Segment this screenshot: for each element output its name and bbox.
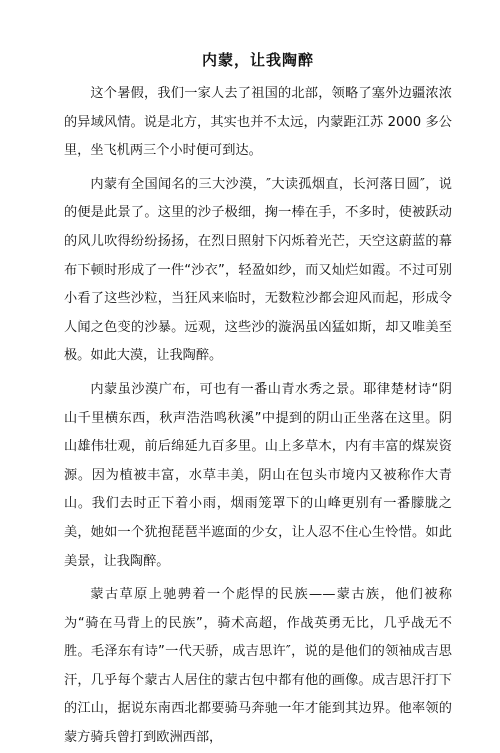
paragraph-mongol-people: 蒙古草原上驰骋着一个彪悍的民族——蒙古族，他们被称为“骑在马背上的民族”，骑术高超，作战英勇无比，几乎战无不胜。毛泽东有诗”一代天骄，成吉思许″，说的是他们的领袖成吉思汗，几乎每个蒙古人居住的蒙古包中都有他的画像。成吉思汗打下的江山，据说东南西北都要骑马奔驰一年才能到其边界。他率领的蒙方骑兵曾打到欧洲西部， <box>64 587 452 746</box>
paragraph-yinshan-mountain: 内蒙虽沙漠广布，可也有一番山青水秀之景。耶律楚材诗“阴山千里横东西，秋声浩浩鸣秋溪”中提到的阴山正坐落在这里。阴山雄伟壮观，前后绵延九百多里。山上多草木，内有丰富的煤炭资源。因为植被丰富，水草丰美，阴山在包头市境内又被称作大青山。我们去时正下着小雨，烟雨笼罩下的山峰更别有一番朦胧之美，她如一个犹抱琵琶半遮面的少女，让人忍不住心生怜惜。如此美景，让我陶醉。 <box>64 381 452 569</box>
document-title: 内蒙，让我陶醉 <box>201 51 314 69</box>
paragraph-desert: 内蒙有全国闻名的三大沙漠，″大读孤烟直，长河落日圆″，说的便是此景了。这里的沙子极细，掬一棒在手，不多时，使被跃动的风儿吹得纷纷扬扬，在烈日照射下闪烁着光芒，天空这蔚蓝的幕布下顿时形成了一件“沙衣”，轻盈如纱，而又灿烂如霞。不过可别小看了这些沙粒，当狂风来临时，无数粒沙都会迎风而起，形成令人闻之色变的沙暴。远观，这些沙的漩涡虽凶猛如斯，却又唯美至极。如此大漠，让我陶醉。 <box>64 176 452 364</box>
paragraph-intro: 这个暑假，我们一家人去了祖国的北部，领略了塞外边疆浓浓的异域风情。说是北方，其实也并不太远，内蒙距江苏 2000 多公里，坐飞机两三个小时便可到达。 <box>64 86 452 159</box>
